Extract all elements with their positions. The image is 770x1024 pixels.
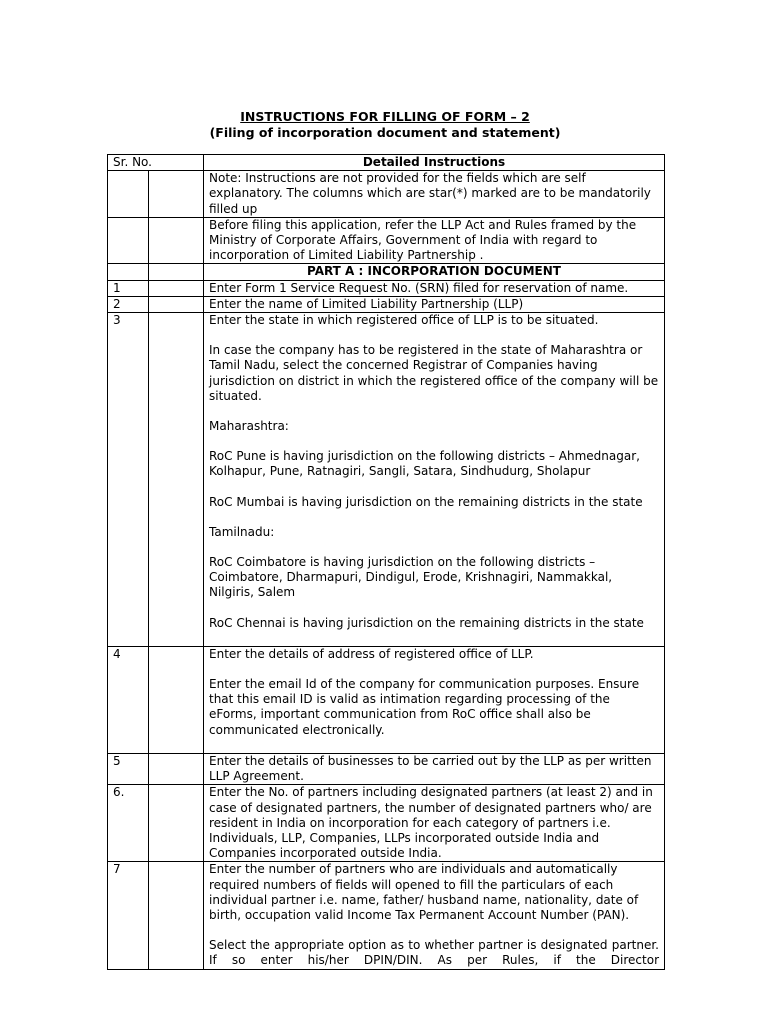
part-a-row — [108, 264, 665, 280]
table-row — [108, 296, 665, 312]
row-instructions — [204, 296, 665, 312]
row-instructions — [204, 313, 665, 647]
row-instructions — [204, 753, 665, 784]
title-block — [0, 109, 770, 140]
row-instructions — [204, 785, 665, 862]
instruction-paragraph: Enter the state in which registered office of LLP is to be situated. — [209, 313, 599, 328]
row-number: 1 — [108, 280, 149, 296]
instructions-table — [107, 154, 665, 970]
instruction-paragraph: Enter the details of address of registered office of LLP. — [209, 646, 534, 661]
table-row — [108, 313, 665, 647]
instruction-paragraph: Tamilnadu: — [209, 524, 275, 539]
note-text: Note: Instructions are not provided for the fields which are self explanatory. The columns which are star(*) marked are to be mandatorily filled up — [204, 171, 665, 218]
table-header-row — [108, 155, 665, 171]
instruction-rows — [108, 280, 665, 969]
instruction-paragraph: Maharashtra: — [209, 419, 289, 434]
row-number: 4 — [108, 646, 149, 753]
instruction-paragraph: Enter the details of businesses to be carried out by the LLP as per written LLP Agreement. — [209, 753, 652, 784]
instruction-paragraph: In case the company has to be registered in the state of Maharashtra or Tamil Nadu, select the concerned Registrar of Companies having jurisdiction on district in which the registered office of the company will be situated. — [209, 343, 659, 403]
page-title: INSTRUCTIONS FOR FILLING OF FORM – 2 — [240, 109, 530, 124]
table-row — [108, 862, 665, 969]
table-row — [108, 753, 665, 784]
instruction-paragraph: Enter the No. of partners including designated partners (at least 2) and in case of designated partners, the number of designated partners who/ are resident in India on incorporation for each category of partners i.e. Individuals, LLP, Companies, LLPs incorporated outside India and Companies incorporated outside India. — [209, 785, 653, 861]
part-a-heading: PART A : INCORPORATION DOCUMENT — [204, 264, 665, 280]
instruction-paragraph: Enter the number of partners who are individuals and automatically required numbers of fields will opened to fill the particulars of each individual partner i.e. name, father/ husband name, nationality, date of birth, occupation valid Income Tax Permanent Account Number (PAN). — [209, 862, 639, 922]
instruction-paragraph: Enter the name of Limited Liability Partnership (LLP) — [209, 296, 524, 311]
instruction-paragraph: RoC Mumbai is having jurisdiction on the remaining districts in the state — [209, 494, 643, 509]
row-number: 7 — [108, 862, 149, 969]
before-text: Before filing this application, refer the LLP Act and Rules framed by the Ministry of Corporate Affairs, Government of India with regard to incorporation of Limited Liability Partnership . — [204, 217, 665, 264]
table-row — [108, 785, 665, 862]
instruction-paragraph: RoC Chennai is having jurisdiction on the remaining districts in the state — [209, 615, 644, 630]
page-subtitle: (Filing of incorporation document and statement) — [209, 125, 561, 140]
table-row — [108, 280, 665, 296]
row-number: 2 — [108, 296, 149, 312]
row-number: 6. — [108, 785, 149, 862]
instruction-paragraph: Enter the email Id of the company for communication purposes. Ensure that this email ID is valid as intimation regarding processing of the eForms, important communication from RoC office shall also be communicated electronically. — [209, 677, 640, 737]
row-instructions — [204, 280, 665, 296]
note-row — [108, 171, 665, 218]
col-header-srno: Sr. No. — [108, 155, 204, 171]
row-number: 3 — [108, 313, 149, 647]
row-instructions — [204, 862, 665, 969]
row-number: 5 — [108, 753, 149, 784]
table-row — [108, 646, 665, 753]
instruction-paragraph: RoC Coimbatore is having jurisdiction on the following districts – Coimbatore, Dharmapuri, Dindigul, Erode, Krishnagiri, Nammakkal, Nilgiris, Salem — [209, 555, 613, 600]
row-instructions — [204, 646, 665, 753]
before-row — [108, 217, 665, 264]
col-header-detail: Detailed Instructions — [204, 155, 665, 171]
instruction-paragraph: Select the appropriate option as to whether partner is designated partner. If so enter his/her DPIN/DIN. As per Rules, if the Director — [209, 938, 659, 968]
instruction-paragraph: Enter Form 1 Service Request No. (SRN) filed for reservation of name. — [209, 280, 629, 295]
instruction-paragraph: RoC Pune is having jurisdiction on the following districts – Ahmednagar, Kolhapur, Pune, Ratnagiri, Sangli, Satara, Sindhudurg, Sholapur — [209, 449, 640, 479]
